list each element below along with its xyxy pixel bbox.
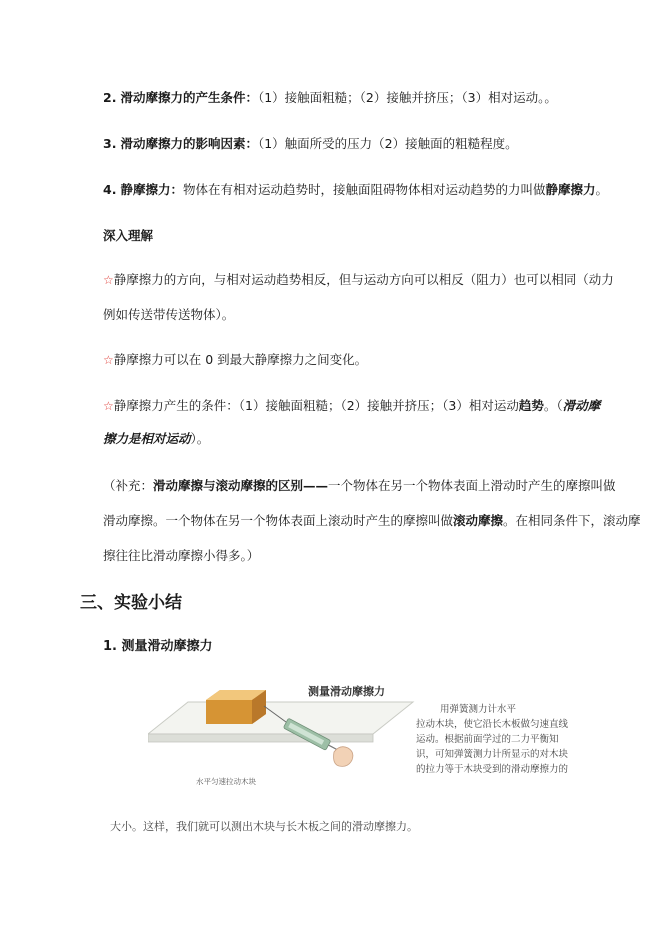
supplement-line3: 擦往往比滑动摩擦小得多。） (103, 548, 260, 563)
board-edge (148, 734, 373, 742)
subheading-1 (103, 639, 213, 655)
star-point-1-text: 静摩擦力的方向，与相对运动趋势相反，但与运动方向可以相反（阻力）也可以相同（动力 (113, 272, 614, 287)
figure-title: 测量滑动摩擦力 (308, 685, 385, 698)
supplement-line2-b: 。在相同条件下，滚动摩 (503, 513, 641, 528)
figure-line-1: 用弹簧测力计水平 (440, 704, 517, 715)
star-icon: ☆ (103, 353, 114, 367)
figure-line-5: 的拉力等于木块受到的滑动摩擦力的 (416, 764, 569, 775)
star-point-3-end: ）。 (190, 431, 210, 446)
supplement-line1 (103, 478, 616, 494)
supplement-line2 (103, 513, 641, 529)
star-point-1-line1 (103, 272, 614, 288)
figure-line-4: 识，可知弹簧测力计所显示的对木块 (416, 749, 569, 760)
section-heading: 三、实验小结 (80, 593, 182, 613)
supplement-line1-rest: 一个物体在另一个物体表面上滑动时产生的摩擦叫做 (328, 478, 616, 493)
star-point-2-text: 静摩擦力可以在 0 到最大静摩擦力之间变化。 (113, 352, 368, 367)
paragraph-2-number: 2. (103, 90, 117, 105)
figure-description (416, 702, 569, 777)
star-point-3-italic-2: 擦力是相对运动 (103, 431, 191, 446)
paragraph-2 (103, 90, 557, 106)
experiment-figure (148, 672, 569, 794)
hand-icon (334, 747, 353, 767)
deep-understanding-title: 深入理解 (103, 228, 154, 243)
paragraph-4-term: 静摩擦力： (120, 182, 183, 197)
star-point-3-line1 (103, 398, 600, 414)
paragraph-3-text: （1）触面所受的压力（2）接触面的粗糙程度。 (257, 136, 518, 151)
star-point-3-text: 静摩擦力产生的条件：（1）接触面粗糙；（2）接触并挤压；（3）相对运动 (113, 398, 519, 413)
paragraph-3-number: 3. (103, 136, 117, 151)
supplement-line2-a: 滑动摩擦。一个物体在另一个物体表面上滚动时产生的摩擦叫做 (103, 513, 454, 528)
paragraph-4-term2: 静摩擦力 (545, 182, 596, 197)
figure-caption: 水平匀速拉动木块 (196, 777, 256, 786)
paragraph-4-end: 。 (595, 182, 608, 197)
star-point-3-italic: 滑动摩 (562, 398, 601, 413)
paragraph-2-text: （1）接触面粗糙；（2）接触并挤压；（3）相对运动。。 (257, 90, 557, 105)
paragraph-3-term: 滑动摩擦力的影响因素： (120, 136, 258, 151)
figure-line-3: 运动。根据前面学过的二力平衡知 (416, 734, 559, 745)
subheading-1-number: 1. (103, 639, 117, 654)
paragraph-3 (103, 136, 518, 152)
supplement-term: 滑动摩擦与滚动摩擦的区别—— (153, 478, 329, 493)
supplement-line2-term: 滚动摩擦 (453, 513, 504, 528)
star-point-3-bold: 趋势 (518, 398, 544, 413)
star-point-1-line2: 例如传送带传送物体）。 (103, 307, 235, 322)
star-point-2 (103, 352, 367, 368)
subheading-1-title: 测量滑动摩擦力 (121, 639, 213, 654)
paragraph-4-text: 物体在有相对运动趋势时，接触面阻碍物体相对运动趋势的力叫做 (182, 182, 546, 197)
star-point-3-line2 (103, 431, 209, 447)
star-point-3-mid: 。（ (543, 398, 563, 413)
supplement-pre: （补充： (103, 478, 154, 493)
paragraph-4 (103, 182, 608, 198)
figure-line-2: 拉动木块，使它沿长木板做匀速直线 (416, 719, 569, 730)
figure-continuation-text: 大小。这样，我们就可以测出木块与长木板之间的滑动摩擦力。 (110, 820, 418, 833)
star-icon: ☆ (103, 399, 114, 413)
paragraph-4-number: 4. (103, 182, 117, 197)
star-icon: ☆ (103, 273, 114, 287)
paragraph-2-term: 滑动摩擦力的产生条件： (120, 90, 258, 105)
